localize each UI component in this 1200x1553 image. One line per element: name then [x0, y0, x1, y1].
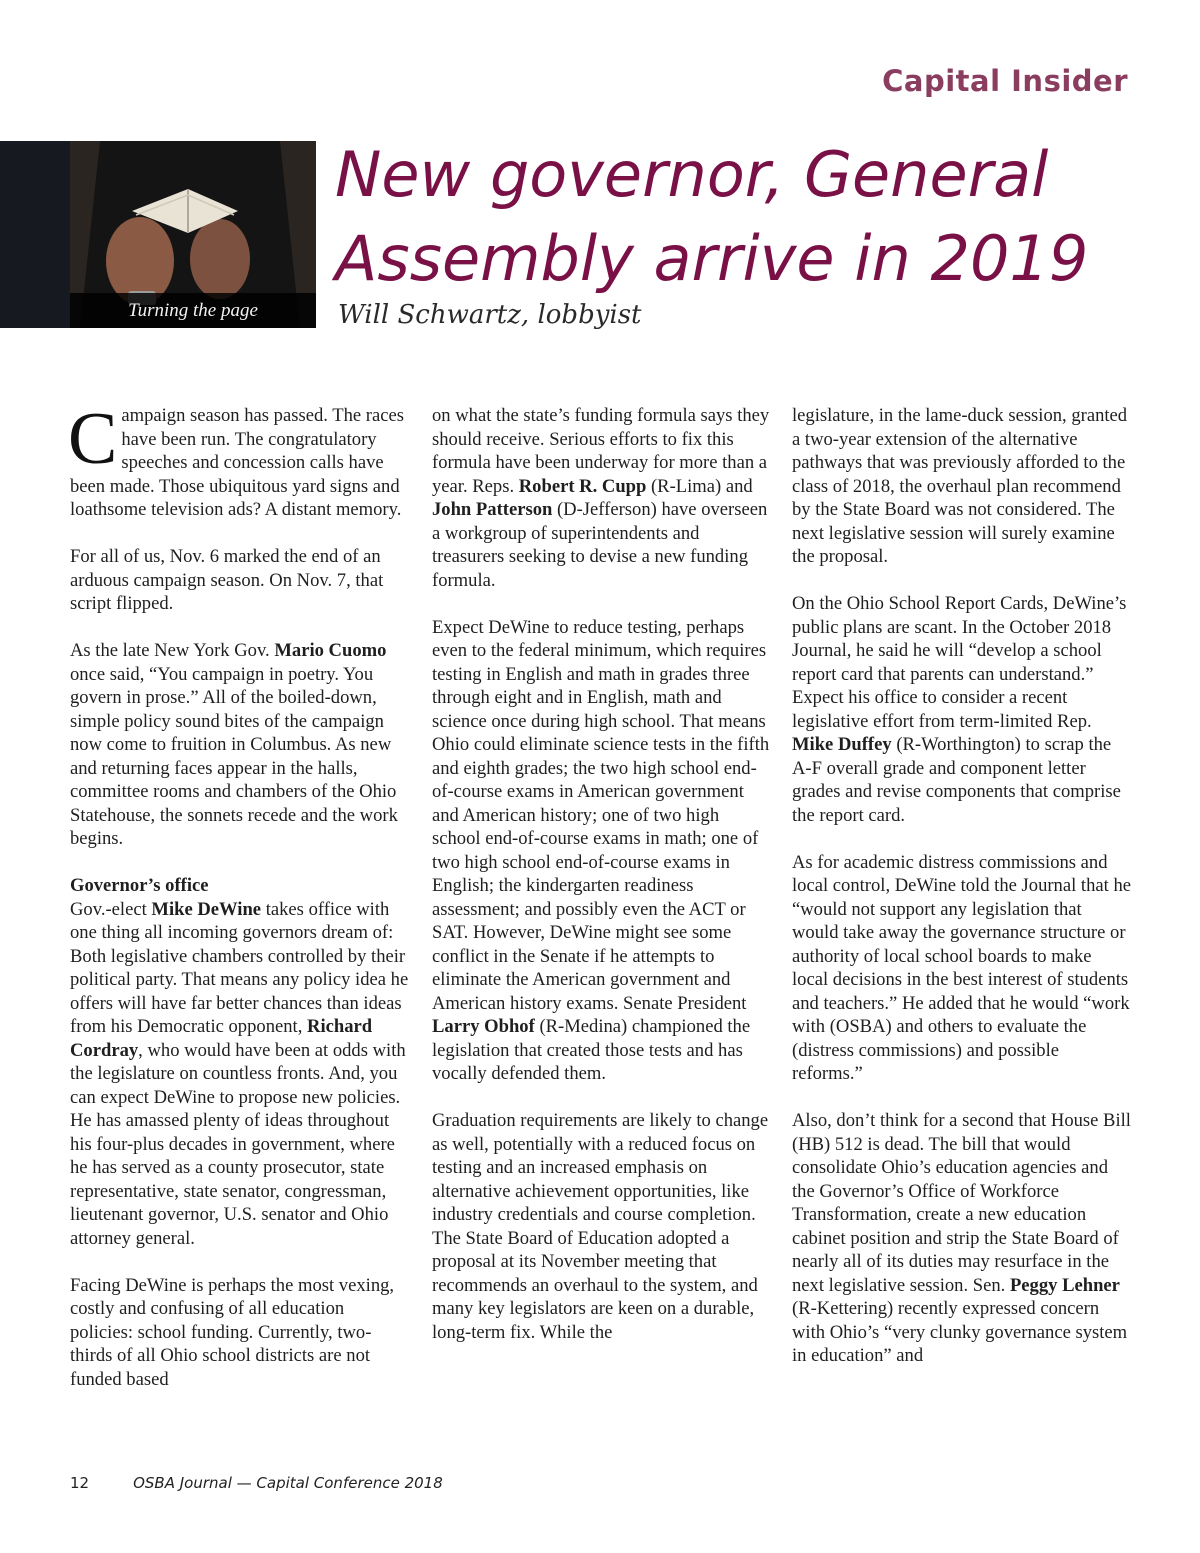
paragraph-text: (D-Jefferson) have overseen a workgroup of superintendents and treasurers seeking to devise a new funding formula. [432, 499, 768, 591]
subheading: Governor’s office [70, 875, 209, 896]
paragraph: Facing DeWine is perhaps the most vexing, costly and confusing of all education policies: school funding. Currently, two-thirds of all Ohio school districts are not funded based [70, 1274, 395, 1390]
photo-caption: Turning the page [70, 293, 316, 328]
paragraph [792, 592, 1132, 827]
person-name: Richard Cordray [70, 1016, 373, 1061]
paragraph-text: (R-Medina) championed the legislation that created those tests and has vocally defended them. [432, 1016, 751, 1084]
paragraph [432, 404, 772, 592]
person-name: Mike DeWine [151, 898, 262, 920]
paragraph-text: takes office with one thing all incoming governors dream of: Both legislative chambers controlled by their political party. That means any policy idea he offers will have far better chances than ideas from his Democratic opponent, [70, 898, 409, 1037]
person-name: Mario Cuomo [274, 640, 387, 661]
person-name: Robert R. Cupp [518, 475, 647, 497]
paragraph-text: As the late New York Gov. [70, 640, 275, 661]
paragraph-text: (R-Kettering) recently expressed concern with Ohio’s “very clunky governance system in education” and [792, 1298, 1128, 1366]
article-byline: Will Schwartz, lobbyist [338, 300, 642, 330]
paragraph-text: Gov.-elect [70, 898, 152, 920]
paragraph [70, 898, 410, 1251]
person-name: Mike Duffey [792, 734, 892, 755]
paragraph-text: On the Ohio School Report Cards, DeWine’s public plans are scant. In the October 2018 Journal, he said he will “develop a school report card that parents can understand.” Expect his office to consider a recent legislative effort from term-limited Rep. [792, 593, 1127, 732]
paragraph-text: once said, “You campaign in poetry. You govern in prose.” All of the boiled-down, simple policy sound bites of the campaign now come to fruition in Columbus. As new and returning faces appear in the halls, committee rooms and chambers of the Ohio Statehouse, the sonnets recede and the work begins. [70, 663, 398, 849]
paragraph-text: (R-Worthington) to scrap the A-F overall grade and component letter grades and revise components that comprise the report card. [792, 734, 1121, 826]
paragraph: Graduation requirements are likely to change as well, potentially with a reduced focus on testing and an increased emphasis on alternative achievement opportunities, like industry credentials and course completion. The State Board of Education adopted a proposal at its November meeting that recommends an overhaul to the system, and many key legislators are keen on a durable, long-term fix. While the [432, 1110, 769, 1343]
decorative-bar [0, 141, 70, 328]
paragraph-text: on what the state’s funding formula says they should receive. Serious efforts to fix this formula have been underway for more than a year. Reps. [432, 405, 770, 497]
paragraph-text: ampaign season has passed. The races have been run. The congratulatory speeches and concession calls have been made. Those ubiquitous yard signs and loathsome television ads? A distant memory. [70, 405, 404, 520]
paragraph-text: Also, don’t think for a second that House Bill (HB) 512 is dead. The bill that would consolidate Ohio’s education agencies and the Governor’s Office of Workforce Transformation, create a new education cabinet position and strip the State Board of nearly all of its duties may resurface in the next legislative session. Sen. [792, 1110, 1131, 1296]
page-footer [70, 1474, 443, 1492]
paragraph: For all of us, Nov. 6 marked the end of an arduous campaign season. On Nov. 7, that script flipped. [70, 546, 384, 614]
section-label: Capital Insider [882, 64, 1128, 98]
person-name: John Patterson [432, 499, 553, 520]
article-photo [70, 141, 316, 328]
paragraph [792, 1109, 1132, 1368]
article-column-2 [432, 404, 772, 1368]
paragraph-text: , who would have been at odds with the legislature on countless fronts. And, you can expect DeWine to propose new policies. He has amassed plenty of ideas throughout his four-plus decades in government, where he has served as a county prosecutor, state representative, state senator, congressman, lieutenant governor, U.S. senator and Ohio attorney general. [70, 1039, 406, 1249]
drop-cap: C [68, 398, 118, 480]
publication-title: OSBA Journal — Capital Conference 2018 [133, 1474, 443, 1492]
person-name: Peggy Lehner [1009, 1274, 1120, 1296]
paragraph: legislature, in the lame-duck session, granted a two-year extension of the alternative pathways that was previously afforded to the class of 2018, the overhaul plan recommend by the State Board was not considered. The next legislative session will surely examine the proposal. [792, 405, 1128, 567]
paragraph: As for academic distress commissions and local control, DeWine told the Journal that he “would not support any legislation that would take away the governance structure or authority of local school boards to make local decisions in the best interest of students and teachers.” He added that he would “work with (OSBA) and others to evaluate the (distress commissions) and possible reforms.” [792, 851, 1131, 1084]
article-column-1 [68, 398, 410, 1415]
paragraph [70, 639, 410, 851]
paragraph-text: Expect DeWine to reduce testing, perhaps even to the federal minimum, which requires testing in English and math in grades three through eight and in English, math and science once during high school. That means Ohio could eliminate science tests in the fifth and eighth grades; the two high school end-of-course exams in American government and American history; one of two high school end-of-course exams in math; one of two high school end-of-course exams in English; the kindergarten readiness assessment; and possibly even the ACT or SAT. However, DeWine might see some conflict in the Senate if he attempts to eliminate the American government and American history exams. Senate President [432, 616, 770, 1014]
article-column-3 [792, 404, 1132, 1391]
paragraph [68, 398, 410, 522]
article-headline: New governor, General Assembly arrive in 2019 [335, 138, 1089, 295]
paragraph-text: (R-Lima) and [646, 475, 753, 497]
page-number: 12 [70, 1474, 90, 1492]
paragraph [432, 616, 772, 1086]
person-name: Larry Obhof [432, 1016, 535, 1037]
